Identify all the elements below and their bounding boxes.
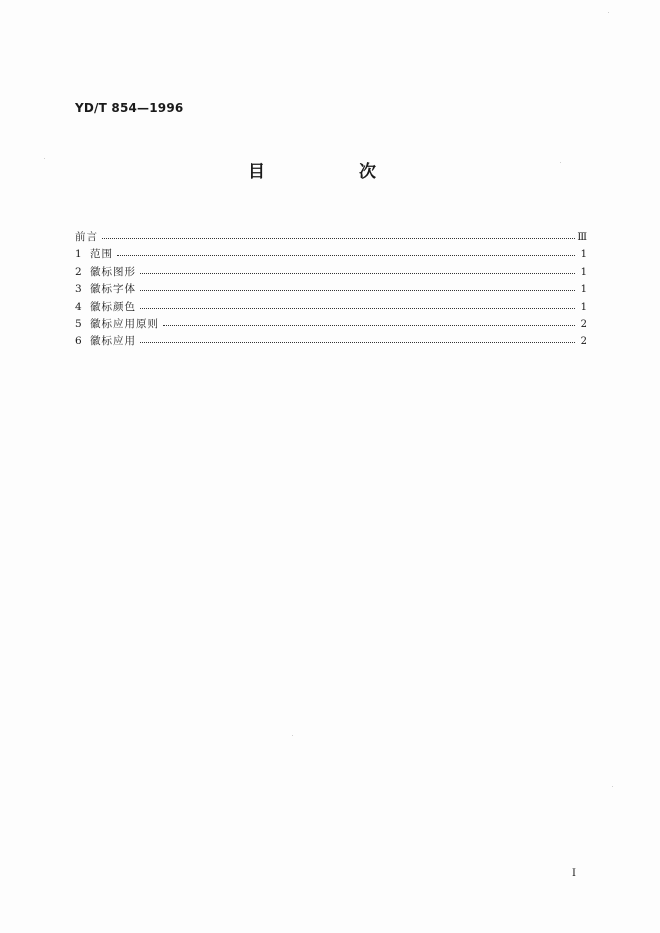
dot-leader xyxy=(140,334,575,344)
dot-leader xyxy=(102,230,575,240)
toc-entry-label: 徽标颜色 xyxy=(90,300,136,313)
dot-leader xyxy=(117,247,575,257)
toc-entry-logo-font[interactable] xyxy=(75,281,587,298)
toc-entry-logo-usage-principles[interactable] xyxy=(75,316,587,333)
table-of-contents xyxy=(75,229,587,351)
toc-entry-label: 范围 xyxy=(90,248,113,261)
toc-entry-number: 2 xyxy=(75,265,82,278)
scan-speck xyxy=(44,158,45,159)
dot-leader xyxy=(163,317,575,327)
toc-entry-label: 徽标字体 xyxy=(90,283,136,296)
toc-entry-logo-usage[interactable] xyxy=(75,333,587,350)
toc-entry-foreword[interactable] xyxy=(75,229,587,246)
toc-title: 目 次 xyxy=(248,162,420,182)
toc-entry-number: 3 xyxy=(75,283,82,296)
scan-speck xyxy=(292,735,293,736)
toc-entry-page: Ⅲ xyxy=(577,232,587,243)
page-number: I xyxy=(572,868,576,879)
toc-entry-number: 5 xyxy=(75,317,82,330)
toc-entry-page: 2 xyxy=(580,318,587,330)
toc-entry-label: 前言 xyxy=(75,231,98,243)
toc-entry-label: 徽标图形 xyxy=(90,265,136,278)
dot-leader xyxy=(140,265,575,275)
toc-entry-page: 1 xyxy=(580,284,587,296)
dot-leader xyxy=(140,300,575,310)
dot-leader xyxy=(140,282,575,292)
scan-speck xyxy=(608,12,609,13)
scan-speck xyxy=(560,162,561,163)
toc-entry-number: 6 xyxy=(75,335,82,348)
toc-entry-number: 1 xyxy=(75,248,82,261)
toc-entry-page: 1 xyxy=(580,249,587,261)
standard-code: YD/T 854—1996 xyxy=(75,101,184,115)
toc-entry-label: 徽标应用 xyxy=(90,335,136,348)
toc-entry-page: 2 xyxy=(580,336,587,348)
toc-entry-page: 1 xyxy=(580,266,587,278)
toc-entry-number: 4 xyxy=(75,300,82,313)
toc-entry-logo-color[interactable] xyxy=(75,299,587,316)
toc-entry-label: 徽标应用原则 xyxy=(90,317,159,330)
toc-entry-scope[interactable] xyxy=(75,246,587,263)
scan-speck xyxy=(612,786,613,787)
toc-entry-logo-graphic[interactable] xyxy=(75,264,587,281)
toc-entry-page: 1 xyxy=(580,301,587,313)
